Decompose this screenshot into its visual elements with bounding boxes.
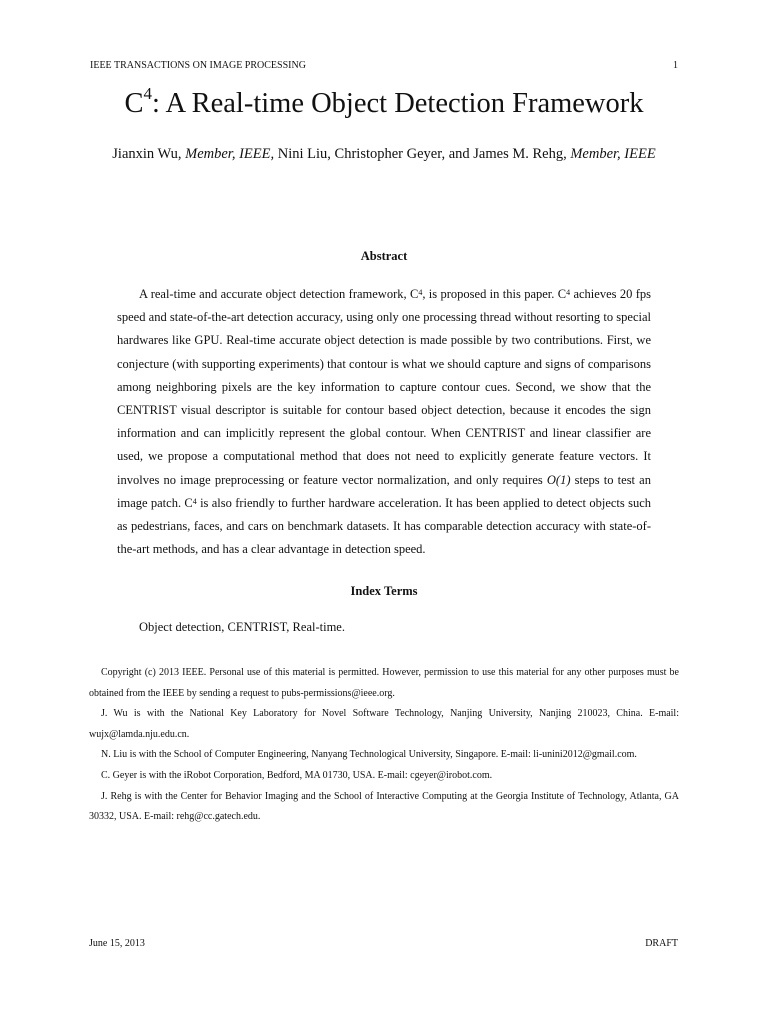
page-footer: [89, 938, 678, 949]
author-1-role: Member, IEEE,: [185, 146, 275, 162]
abstract-sup-1: 4: [418, 288, 423, 297]
abstract-body: [117, 283, 651, 561]
footnote-liu: N. Liu is with the School of Computer Engineering, Nanyang Technological University, Singapore. E-mail: li-unini2012@gmail.com.: [101, 749, 637, 761]
abstract-sup-2: 4: [566, 288, 571, 297]
page-number: 1: [673, 60, 678, 71]
author-2-4: Nini Liu, Christopher Geyer, and James M. Rehg,: [277, 146, 567, 162]
abstract-math: O(1): [546, 472, 571, 487]
footer-status: DRAFT: [645, 938, 678, 949]
abstract-part-3: achieves 20 fps speed and state-of-the-art detection accuracy, using only one processing thread without resorting to special hardwares like GPU. Real-time accurate object detection is made possible by two contributions. First, we conjecture (with supporting experiments) that contour is what we should capture and signs of comparisons among neighboring pixels are the key information to capture contour cues. Second, we show that the CENTRIST visual descriptor is suitable for contour based object detection, because it encodes the sign information and can implicitly represent the global contour. When CENTRIST and linear classifier are used, we propose a computational method that does not need to explicitly generate feature vectors. It involves no image preprocessing or feature vector normalization, and only requires: [117, 287, 651, 487]
abstract-sup-3: 4: [192, 496, 197, 506]
title-rest: : A Real-time Object Detection Framework: [152, 88, 644, 119]
footnote-geyer: C. Geyer is with the iRobot Corporation, Bedford, MA 01730, USA. E-mail: cgeyer@irobot.com.: [101, 769, 493, 781]
footnote-rehg: J. Rehg is with the Center for Behavior Imaging and the School of Interactive Computing at the Georgia Institute of Technology, Atlanta, GA 30332, USA. E-mail: rehg@cc.gatech.edu.: [89, 790, 679, 823]
index-terms-heading: Index Terms: [350, 584, 418, 598]
running-header: [90, 60, 678, 71]
footnote-copyright: Copyright (c) 2013 IEEE. Personal use of this material is permitted. However, permission to use this material for any other purposes must be obtained from the IEEE by sending a request to pubs-permissions@ieee.org.: [89, 667, 679, 699]
author-4-role: Member, IEEE: [570, 146, 656, 162]
abstract-heading: Abstract: [360, 249, 408, 263]
title-superscript: 4: [143, 84, 152, 103]
abstract-part-4: steps to test an image patch. C: [117, 472, 651, 510]
journal-name: IEEE TRANSACTIONS ON IMAGE PROCESSING: [90, 60, 306, 71]
paper-title: [0, 84, 768, 120]
author-1: Jianxin Wu,: [112, 146, 182, 162]
index-terms-text: Object detection, CENTRIST, Real-time.: [139, 620, 345, 634]
footer-date: June 15, 2013: [89, 938, 145, 949]
author-list: [0, 146, 768, 163]
title-prefix: C: [124, 88, 144, 119]
abstract-part-5: is also friendly to further hardware acceleration. It has been applied to detect objects such as pedestrians, faces, and cars on benchmark datasets. It has comparable detection accuracy with state-of-the-art methods, and has a clear advantage in detection speed.: [117, 495, 651, 557]
abstract-part-2: , is proposed in this paper. C: [422, 287, 567, 301]
footnote-wu: J. Wu is with the National Key Laboratory for Novel Software Technology, Nanjing University, Nanjing 210023, China. E-mail: wujx@lamda.nju.edu.cn.: [89, 708, 679, 740]
abstract-part-1: A real-time and accurate object detection framework, C: [139, 287, 419, 301]
footnotes: [89, 663, 679, 828]
